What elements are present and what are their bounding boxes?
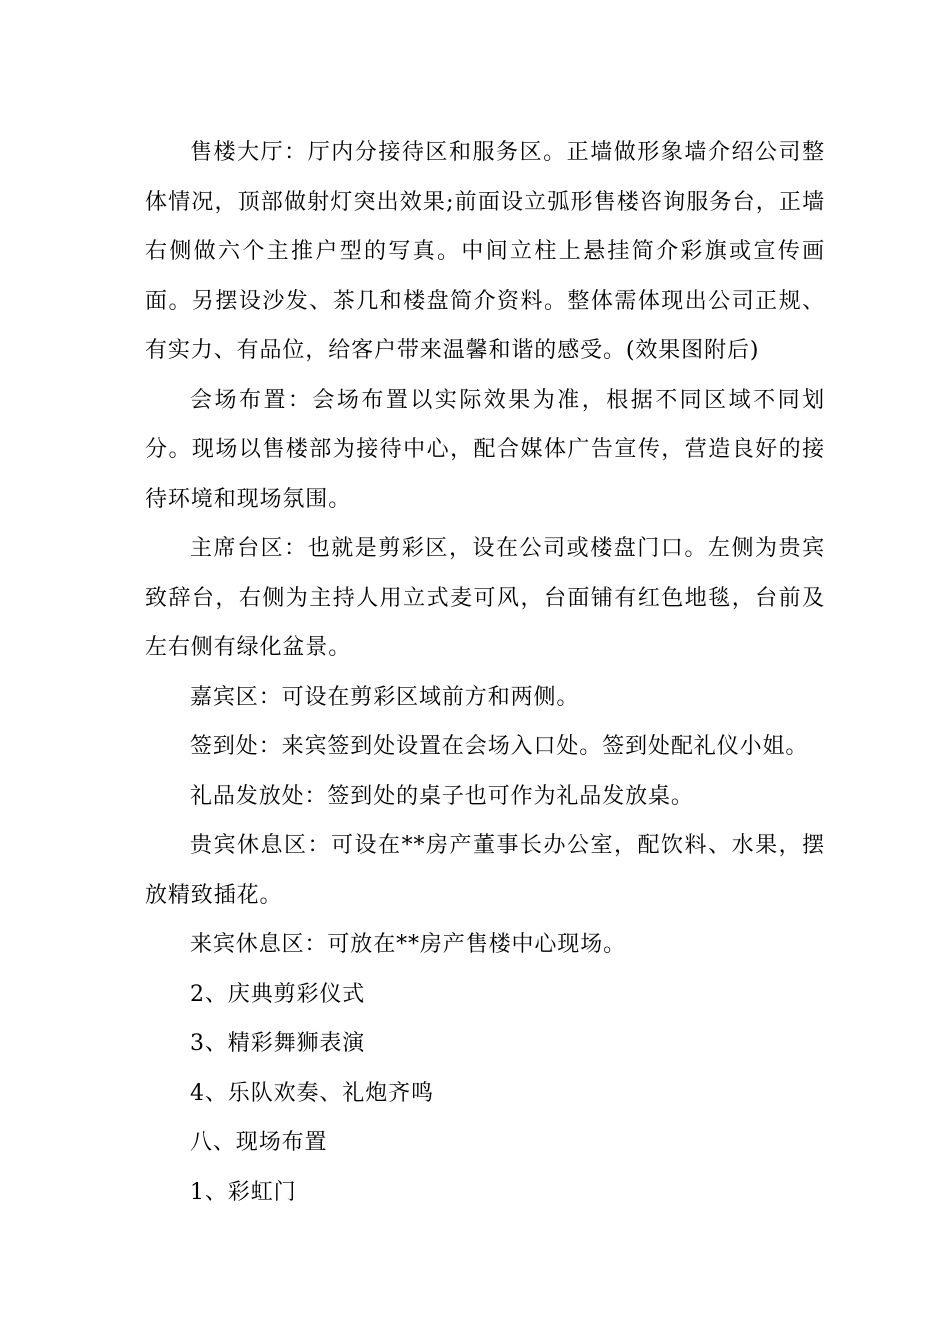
paragraph-rostrum-area: 主席台区：也就是剪彩区，设在公司或楼盘门口。左侧为贵宾致辞台，右侧为主持人用立式麦可风，台面铺有红色地毯，台前及左右侧有绿化盆景。 — [145, 536, 825, 660]
paragraph-guest-lounge: 来宾休息区：可放在**房产售楼中心现场。 — [190, 932, 627, 957]
paragraph-venue-layout: 会场布置：会场布置以实际效果为准，根据不同区域不同划分。现场以售楼部为接待中心，配合媒体广告宣传，营造良好的接待环境和现场氛围。 — [145, 387, 825, 512]
list-item-band-salute: 4、乐队欢奏、礼炮齐鸣 — [190, 1080, 434, 1106]
section-heading-site-layout: 八、现场布置 — [190, 1130, 328, 1155]
list-item-rainbow-arch: 1、彩虹门 — [190, 1179, 297, 1205]
list-item-ribbon-cutting: 2、庆典剪彩仪式 — [190, 981, 366, 1007]
paragraph-vip-lounge: 贵宾休息区：可设在**房产董事长办公室，配饮料、水果，摆放精致插花。 — [145, 833, 825, 908]
paragraph-guest-area: 嘉宾区：可设在剪彩区域前方和两侧。 — [190, 684, 580, 710]
paragraph-gift-desk: 礼品发放处：签到处的桌子也可作为礼品发放桌。 — [190, 783, 694, 809]
paragraph-sign-in: 签到处：来宾签到处设置在会场入口处。签到处配礼仪小姐。 — [190, 734, 809, 759]
list-item-lion-dance: 3、精彩舞狮表演 — [190, 1031, 366, 1056]
document-page — [145, 128, 825, 1217]
paragraph-sales-hall: 售楼大厅：厅内分接待区和服务区。正墙做形象墙介绍公司整体情况，顶部做射灯突出效果;前面设立弧形售楼咨询服务台，正墙右侧做六个主推户型的写真。中间立柱上悬挂简介彩旗或宣传画面。另摆设沙发、茶几和楼盘简介资料。整体需体现出公司正规、有实力、有品位，给客户带来温馨和谐的感受。(效果图附后) — [145, 140, 825, 363]
